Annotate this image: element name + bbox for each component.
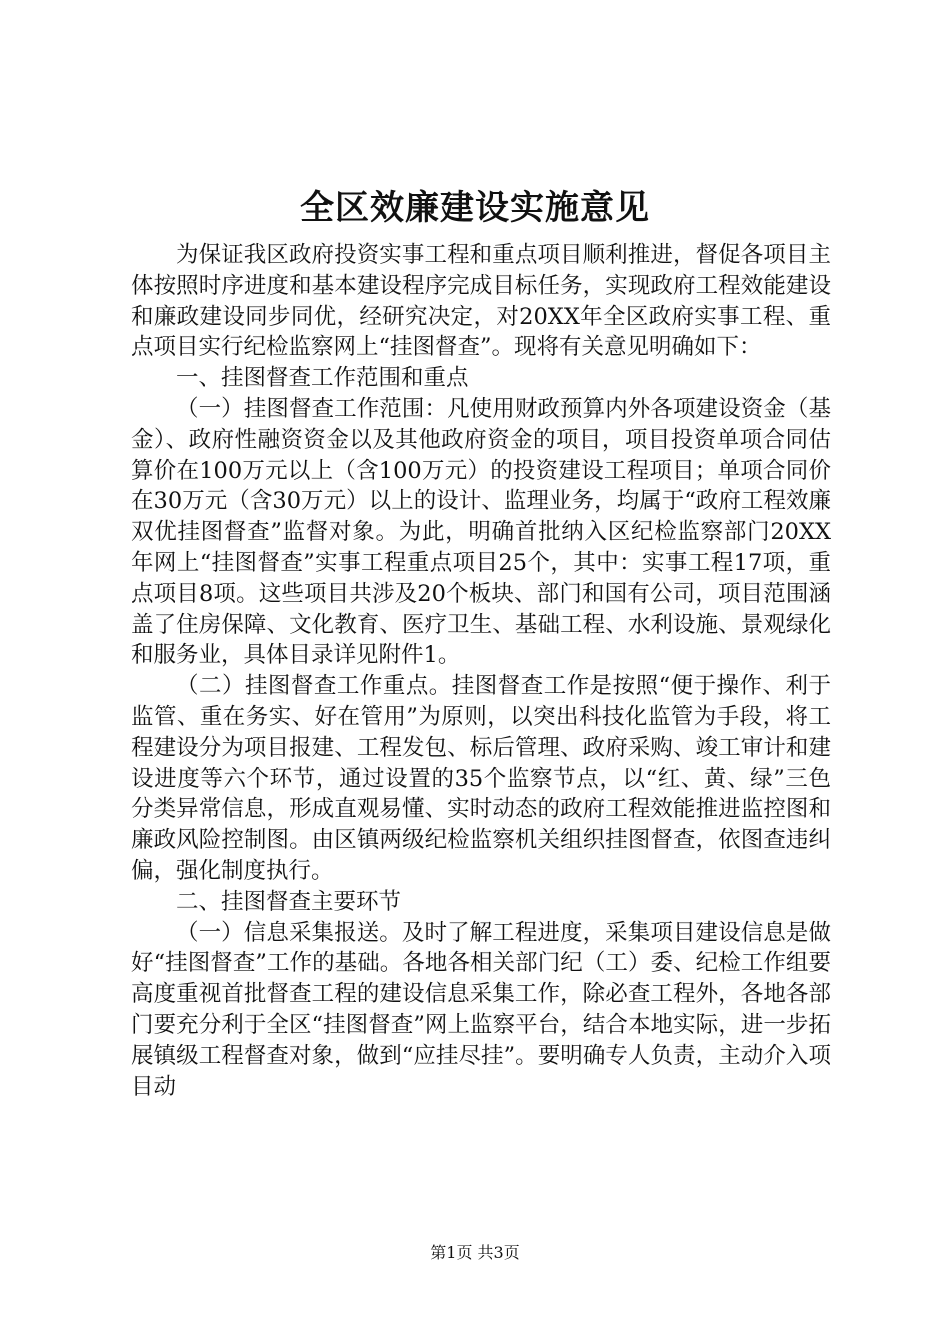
page-number-footer: 第1页 共3页	[430, 1243, 520, 1262]
document-title: 全区效廉建设实施意见	[300, 188, 650, 228]
document-body	[131, 240, 831, 1102]
paragraph-info-collection: （一）信息采集报送。及时了解工程进度，采集项目建设信息是做好“挂图督查”工作的基础。各地各相关部门纪（工）委、纪检工作组要高度重视首批督查工程的建设信息采集工作，除必查工程外，各地各部门要充分利于全区“挂图督查”网上监察平台，结合本地实际，进一步拓展镇级工程督查对象，做到“应挂尽挂”。要明确专人负责，主动介入项目动	[131, 919, 831, 1100]
paragraph-intro: 为保证我区政府投资实事工程和重点项目顺利推进，督促各项目主体按照时序进度和基本建设程序完成目标任务，实现政府工程效能建设和廉政建设同步同优，经研究决定，对20XX年全区政府实事工程、重点项目实行纪检监察网上“挂图督查”。现将有关意见明确如下：	[131, 242, 831, 361]
heading-section-1: 一、挂图督查工作范围和重点	[176, 365, 469, 392]
paragraph-focus: （二）挂图督查工作重点。挂图督查工作是按照“便于操作、利于监管、重在务实、好在管用”为原则，以突出科技化监管为手段，将工程建设分为项目报建、工程发包、标后管理、政府采购、竣工审计和建设进度等六个环节，通过设置的35个监察节点，以“红、黄、绿”三色分类异常信息，形成直观易懂、实时动态的政府工程效能推进监控图和廉政风险控制图。由区镇两级纪检监察机关组织挂图督查，依图查违纠偏，强化制度执行。	[131, 673, 831, 884]
heading-section-2: 二、挂图督查主要环节	[176, 888, 402, 915]
paragraph-scope: （一）挂图督查工作范围：凡使用财政预算内外各项建设资金（基金）、政府性融资资金以及其他政府资金的项目，项目投资单项合同估算价在100万元以上（含100万元）的投资建设工程项目；单项合同价在30万元（含30万元）以上的设计、监理业务，均属于“政府工程效廉双优挂图督查”监督对象。为此，明确首批纳入区纪检监察部门20XX年网上“挂图督查”实事工程重点项目25个，其中：实事工程17项，重点项目8项。这些项目共涉及20个板块、部门和国有公司，项目范围涵盖了住房保障、文化教育、医疗卫生、基础工程、水利设施、景观绿化和服务业，具体目录详见附件1。	[131, 395, 831, 669]
